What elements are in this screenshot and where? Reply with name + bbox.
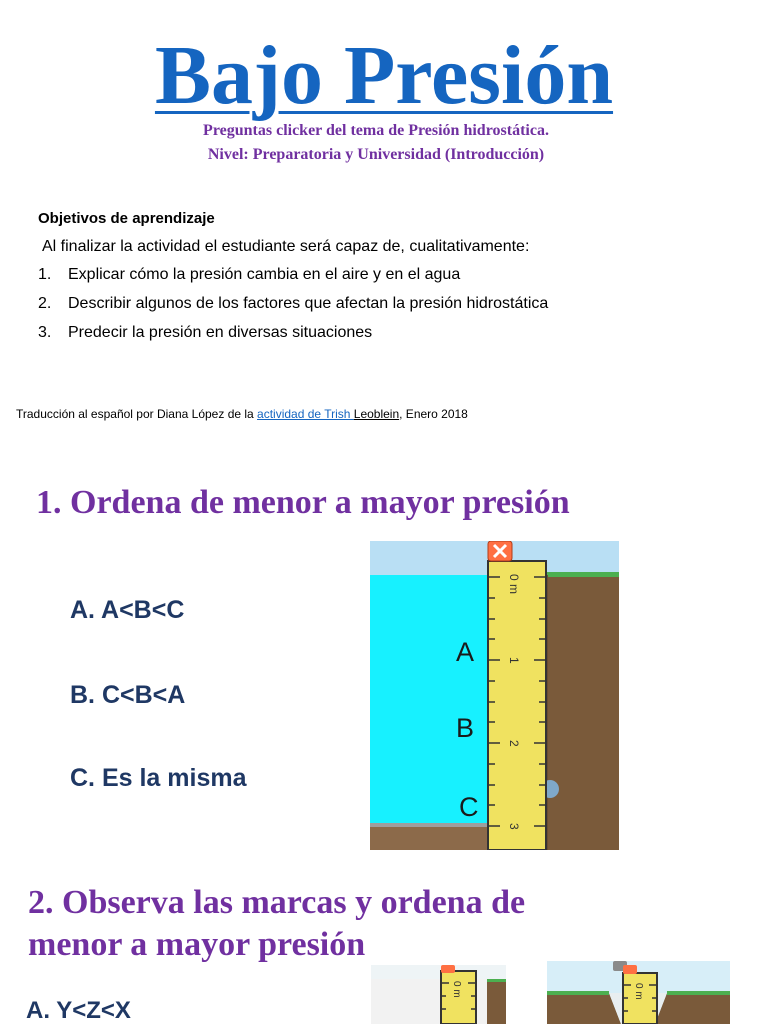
ground bbox=[546, 575, 619, 850]
question-2-figure-left bbox=[371, 965, 506, 1024]
question-2-title bbox=[28, 882, 608, 966]
objective-item bbox=[38, 295, 548, 324]
ruler-mark-0: 0 m bbox=[633, 983, 644, 1000]
objective-number: 3. bbox=[38, 324, 52, 341]
ruler[interactable] bbox=[488, 561, 546, 850]
objective-text: Explicar cómo la presión cambia en el aire y en el agua bbox=[68, 266, 461, 283]
grass bbox=[487, 979, 506, 982]
objective-item bbox=[38, 324, 548, 353]
ruler-mark-3: 3 bbox=[507, 823, 521, 830]
question-1-option-c[interactable]: C. Es la misma bbox=[70, 764, 247, 792]
translation-credit bbox=[16, 407, 468, 421]
pressure-simulation-figure bbox=[370, 541, 619, 850]
page-title: Bajo Presión bbox=[154, 29, 614, 122]
objectives-heading: Objetivos de aprendizaje bbox=[38, 210, 215, 227]
objectives-intro: Al finalizar la actividad el estudiante será capaz de, cualitativamente: bbox=[42, 238, 530, 255]
ground bbox=[487, 981, 506, 1024]
ruler-mark-2: 2 bbox=[507, 740, 521, 747]
pool-floor bbox=[370, 825, 488, 850]
grass-right bbox=[667, 991, 730, 995]
grass-left bbox=[547, 991, 609, 995]
ruler-mark-0: 0 m bbox=[507, 574, 521, 595]
ground-right bbox=[655, 993, 730, 1024]
point-label-b: B bbox=[456, 713, 475, 743]
question-2-number: 2 bbox=[28, 884, 45, 921]
question-1-title bbox=[36, 484, 570, 522]
close-icon[interactable] bbox=[488, 541, 512, 561]
objective-text: Describir algunos de los factores que afectan la presión hidrostática bbox=[68, 295, 549, 312]
question-1-option-b[interactable]: B. C<B<A bbox=[70, 681, 186, 709]
objective-number: 2. bbox=[38, 295, 52, 312]
container-wall bbox=[371, 979, 506, 1024]
point-label-c: C bbox=[459, 792, 479, 822]
ground-left bbox=[547, 993, 621, 1024]
objectives-list bbox=[38, 266, 548, 353]
ruler-mark-1: 1 bbox=[507, 657, 521, 664]
question-2-figure-left-svg bbox=[371, 965, 506, 1024]
objective-number: 1. bbox=[38, 266, 52, 283]
pool-floor-edge bbox=[370, 823, 488, 827]
subtitle-line-2: Nivel: Preparatoria y Universidad (Introducción) bbox=[207, 146, 545, 163]
question-2-option-a[interactable]: A. Y<Z<X bbox=[26, 997, 131, 1024]
subtitle-line-1: Preguntas clicker del tema de Presión hidrostática. bbox=[203, 122, 549, 139]
point-label-a: A bbox=[456, 637, 475, 667]
credit-author: Leoblein bbox=[353, 407, 400, 421]
question-1-number: 1 bbox=[36, 484, 53, 521]
pressure-simulation-svg bbox=[370, 541, 619, 850]
question-2-figure-right-svg bbox=[547, 961, 730, 1024]
objective-item bbox=[38, 266, 548, 295]
credit-suffix: , Enero 2018 bbox=[399, 407, 468, 421]
close-icon[interactable] bbox=[623, 965, 637, 974]
water bbox=[370, 575, 488, 825]
question-2-figure-right bbox=[547, 961, 730, 1024]
objective-text: Predecir la presión en diversas situaciones bbox=[68, 324, 373, 341]
question-1-option-a[interactable]: A. A<B<C bbox=[70, 596, 185, 624]
grass bbox=[546, 572, 619, 577]
question-2-text: . Observa las marcas y ordena de menor a mayor presión bbox=[28, 884, 526, 963]
ruler-mark-0: 0 m bbox=[451, 981, 462, 998]
close-icon[interactable] bbox=[441, 965, 455, 973]
credit-link[interactable]: actividad de Trish bbox=[257, 407, 354, 421]
question-1-text: . Ordena de menor a mayor presión bbox=[53, 484, 570, 521]
credit-prefix: Traducción al español por Diana López de la bbox=[16, 407, 258, 421]
